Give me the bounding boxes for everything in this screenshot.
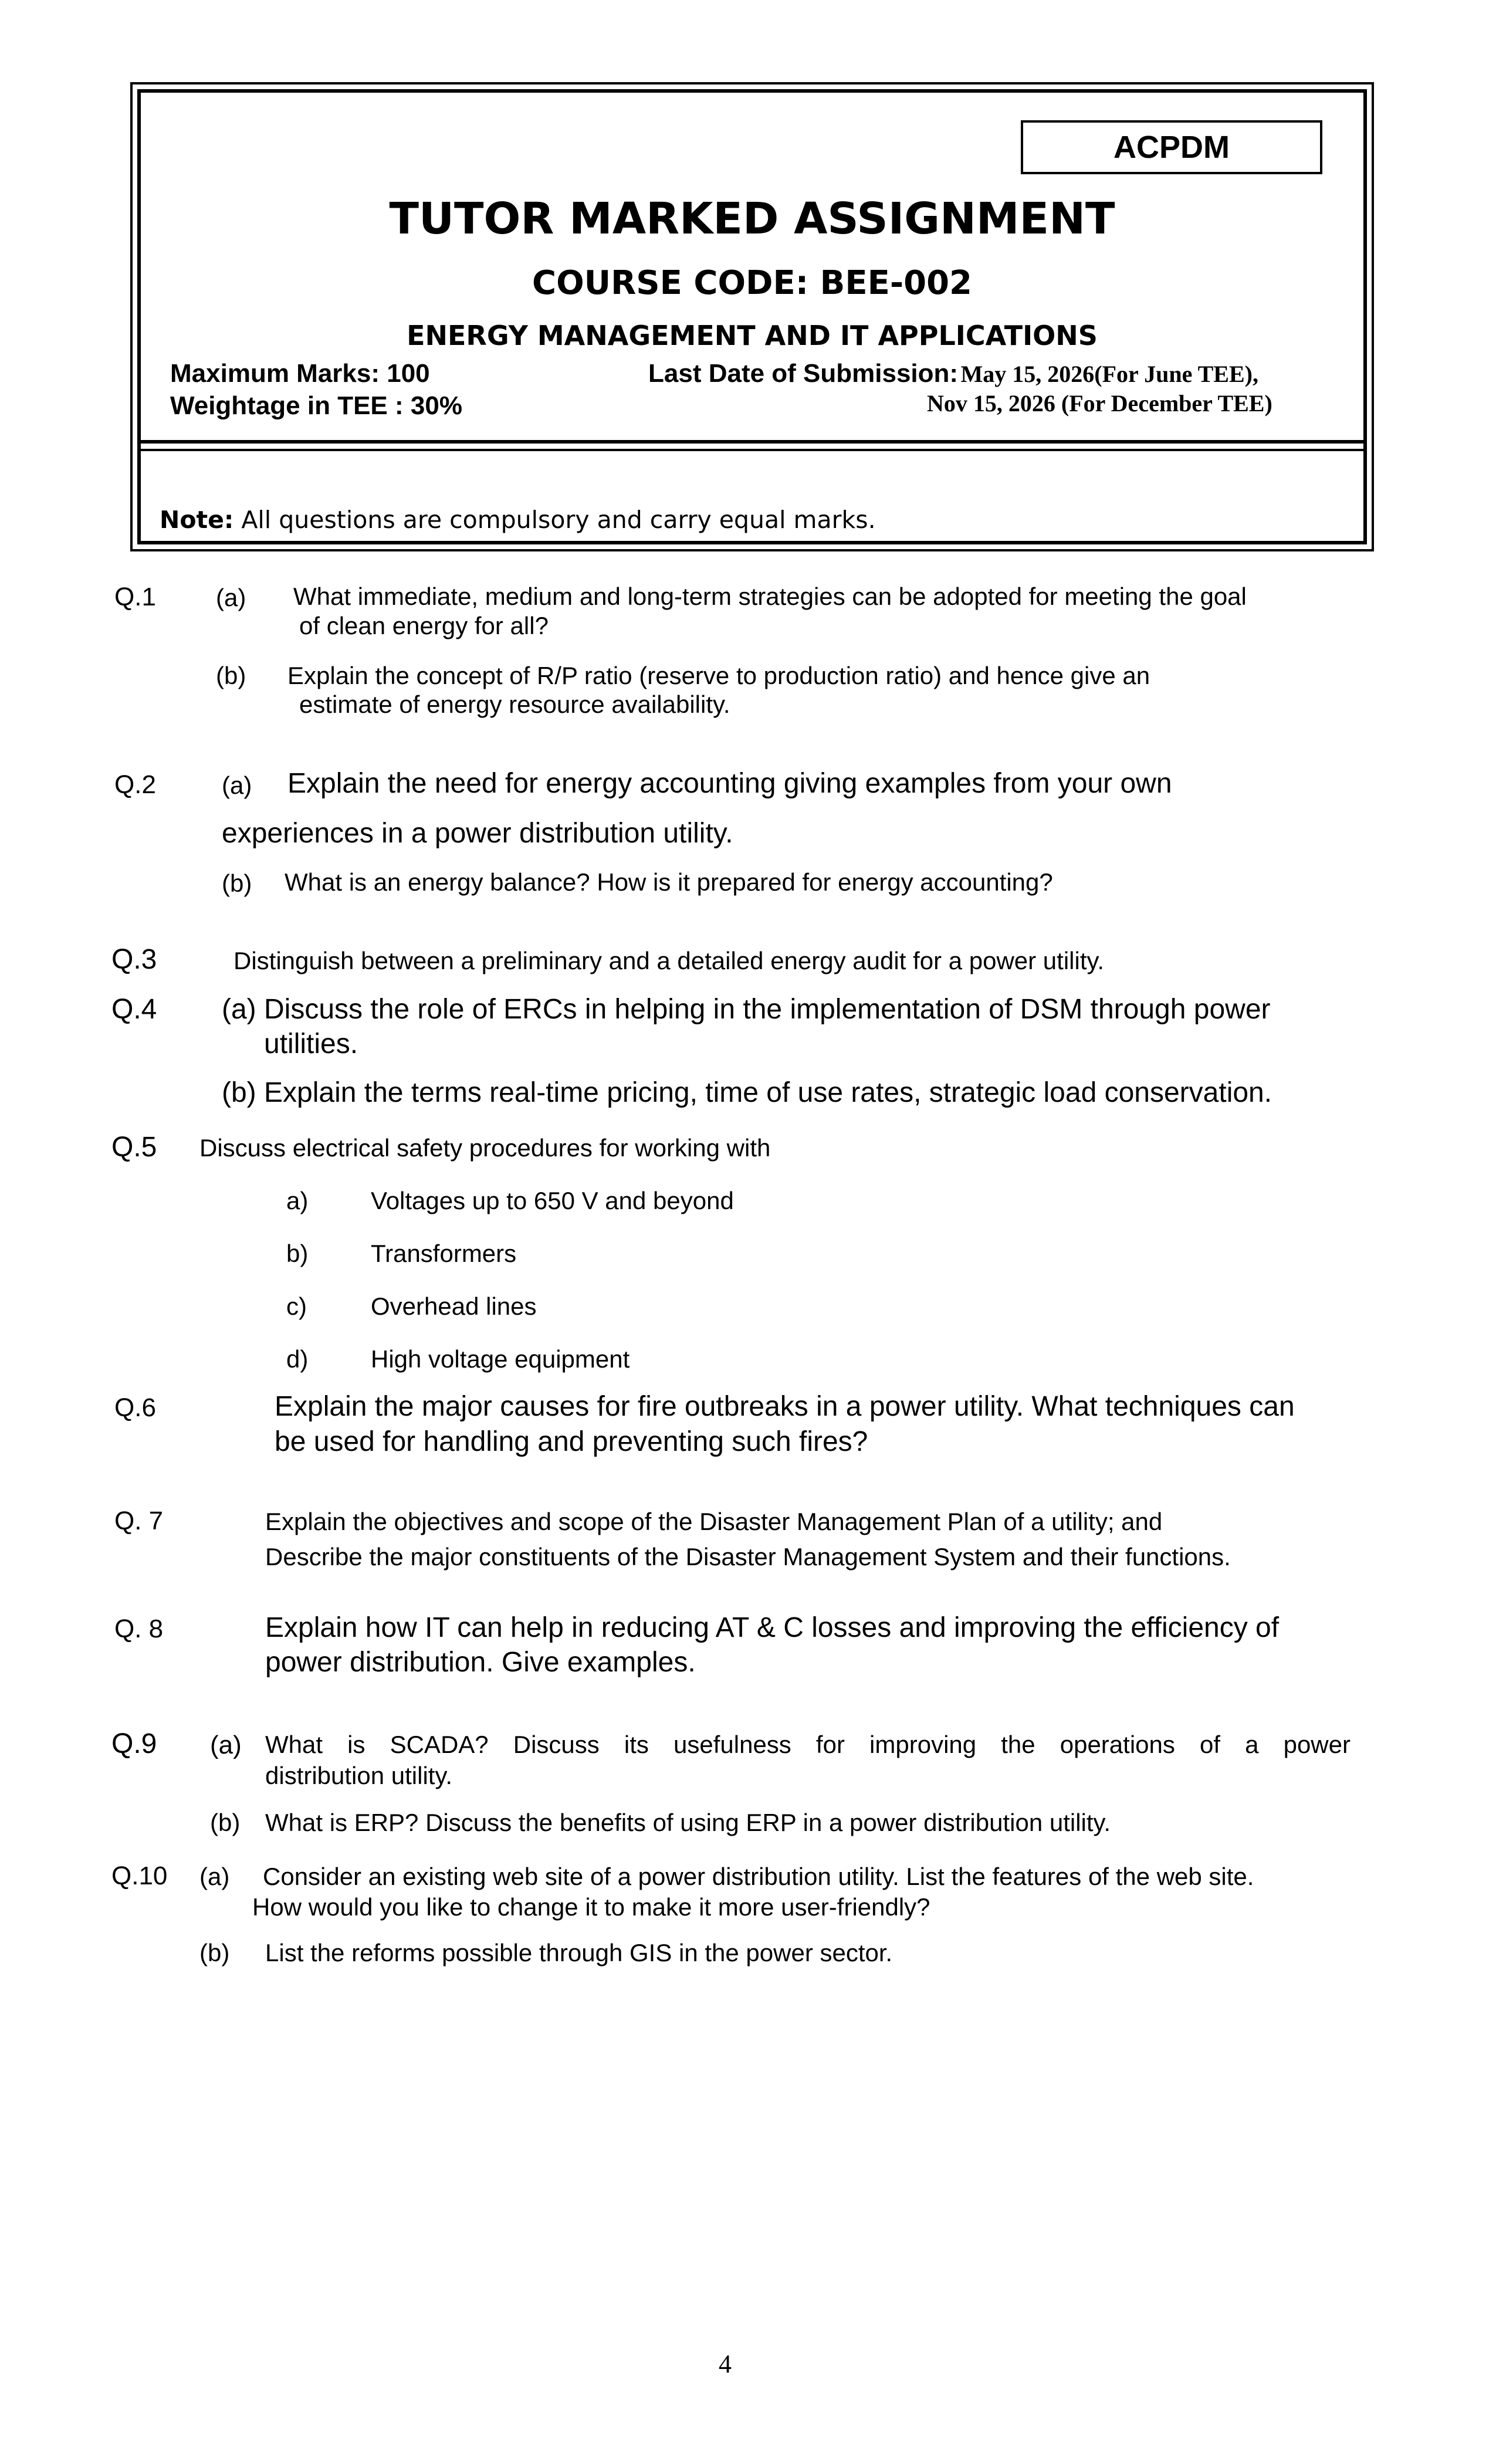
question-number: Q.2 [114, 770, 156, 799]
note-text: All questions are compulsory and carry equal marks. [241, 506, 876, 534]
question-number: Q.3 [111, 944, 157, 975]
question-number: Q.10 [111, 1861, 168, 1890]
question-text: Explain how IT can help in reducing AT & C losses and improving the efficiency of [265, 1612, 1280, 1643]
programme-code-badge: ACPDM [1021, 120, 1322, 174]
question-number: Q.1 [114, 583, 156, 611]
question-text: Describe the major constituents of the Disaster Management System and their functions. [265, 1543, 1231, 1571]
question-text: Explain the need for energy accounting giving examples from your own [287, 768, 1172, 799]
question-text: Explain the major causes for fire outbreaks in a power utility. What techniques can [275, 1391, 1295, 1422]
list-item: Voltages up to 650 V and beyond [371, 1187, 734, 1214]
sub-question-label: (b) [210, 1809, 241, 1836]
question-text: List the reforms possible through GIS in the power sector. [265, 1939, 893, 1967]
sub-question-label: (a) [210, 1731, 242, 1759]
question-text: What immediate, medium and long-term strategies can be adopted for meeting the goal [293, 583, 1247, 610]
list-item-label: a) [286, 1187, 309, 1214]
list-item-label: b) [286, 1240, 309, 1267]
list-item: Overhead lines [371, 1292, 537, 1320]
question-text: How would you like to change it to make it more user-friendly? [252, 1893, 930, 1921]
submission-date-december: Nov 15, 2026 (For December TEE) [927, 390, 1272, 417]
assignment-title: TUTOR MARKED ASSIGNMENT [389, 194, 1115, 244]
note-label: Note: [160, 506, 234, 534]
question-number: Q.9 [111, 1728, 157, 1759]
question-text: (a) Discuss the role of ERCs in helping in the implementation of DSM through power [222, 994, 1271, 1025]
list-item: High voltage equipment [371, 1345, 630, 1373]
question-text: Explain the objectives and scope of the Disaster Management Plan of a utility; and [265, 1508, 1163, 1535]
question-number: Q.5 [111, 1132, 157, 1163]
question-number: Q. 8 [114, 1615, 164, 1643]
submission-deadline-june [648, 359, 1258, 388]
sub-question-label: (b) [222, 869, 252, 897]
sub-question-label: (a) [199, 1863, 230, 1890]
maximum-marks: Maximum Marks: 100 [170, 359, 430, 388]
question-text: Discuss electrical safety procedures for working with [199, 1134, 771, 1162]
question-text: (b) Explain the terms real-time pricing, time of use rates, strategic load conservation. [222, 1077, 1272, 1108]
question-text: estimate of energy resource availability. [299, 691, 730, 718]
sub-question-label: (a) [216, 584, 246, 611]
question-text: of clean energy for all? [299, 612, 549, 639]
sub-question-label: (a) [222, 771, 252, 799]
sub-question-label: (b) [216, 662, 246, 689]
course-code: COURSE CODE: BEE-002 [532, 264, 973, 302]
submission-date-june: May 15, 2026(For June TEE), [960, 361, 1258, 387]
question-text: Distinguish between a preliminary and a detailed energy audit for a power utility. [233, 947, 1105, 974]
question-text: What is an energy balance? How is it prepared for energy accounting? [285, 868, 1053, 896]
question-text: experiences in a power distribution utility. [222, 818, 733, 849]
question-text: What is SCADA? Discuss its usefulness for improving the operations of a power [265, 1731, 1351, 1758]
header-divider-secondary [141, 449, 1363, 451]
question-text: Consider an existing web site of a power distribution utility. List the features of the web site. [263, 1863, 1254, 1890]
question-text: What is ERP? Discuss the benefits of using ERP in a power distribution utility. [265, 1809, 1111, 1836]
question-text: utilities. [264, 1028, 358, 1060]
question-number: Q.4 [111, 994, 157, 1025]
question-number: Q. 7 [114, 1507, 164, 1535]
header-divider [141, 440, 1363, 444]
list-item-label: d) [286, 1345, 309, 1373]
question-text: be used for handling and preventing such fires? [275, 1426, 868, 1457]
sub-question-label: (b) [199, 1939, 230, 1967]
page-number: 4 [719, 2350, 732, 2378]
question-text: Explain the concept of R/P ratio (reserve to production ratio) and hence give an [287, 662, 1150, 689]
course-name: ENERGY MANAGEMENT AND IT APPLICATIONS [407, 320, 1098, 351]
question-text: distribution utility. [265, 1762, 453, 1789]
list-item-label: c) [286, 1292, 307, 1320]
submission-label: Last Date of Submission: [648, 359, 959, 388]
note [160, 506, 876, 534]
list-item: Transformers [371, 1240, 517, 1267]
question-text: power distribution. Give examples. [265, 1647, 696, 1678]
question-number: Q.6 [114, 1393, 156, 1422]
weightage: Weightage in TEE : 30% [170, 391, 462, 420]
